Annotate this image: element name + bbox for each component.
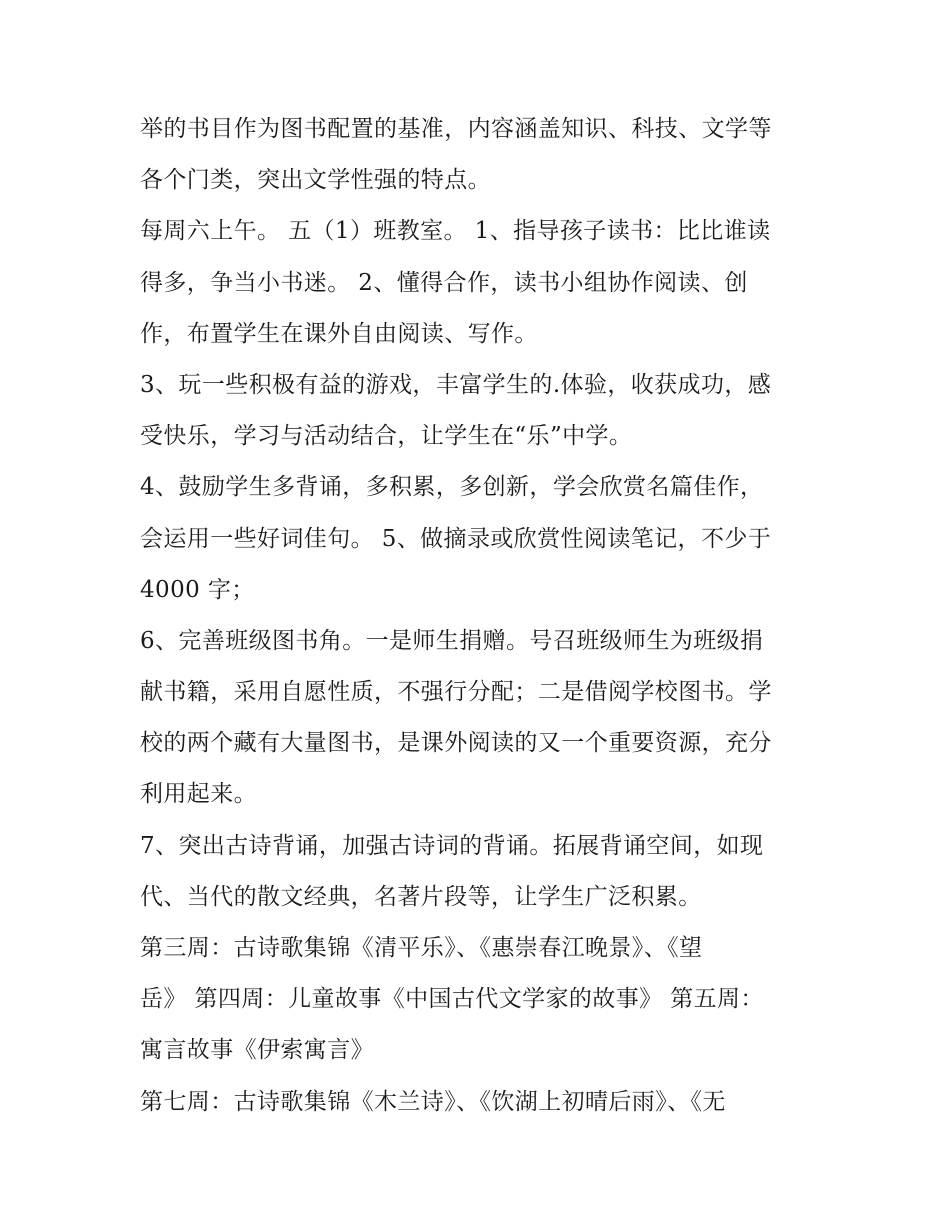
paragraph-schedule [140, 206, 820, 360]
text-line: 4、鼓励学生多背诵，多积累，多创新，学会欣赏名篇佳作， [140, 474, 764, 501]
paragraph-item-4 [140, 462, 820, 616]
text-line: 寓言故事《伊索寓言》 [140, 1037, 374, 1064]
text-line: 每周六上午。 五（1）班教室。 1、指导孩子读书：比比谁读 [140, 218, 771, 245]
text-line: 得多，争当小书迷。 2、懂得合作，读书小组协作阅读、创 [140, 269, 748, 296]
text-line: 代、当代的散文经典，名著片段等，让学生广泛积累。 [140, 883, 702, 910]
text-line: 第三周：古诗歌集锦《清平乐》、《惠崇春江晚景》、《望 [140, 935, 703, 961]
text-line: 会运用一些好词佳句。 5、做摘录或欣赏性阅读笔记，不少于 [140, 525, 772, 552]
text-line: 举的书目作为图书配置的基准，内容涵盖知识、科技、文学等 [140, 116, 772, 142]
text-line: 各个门类，突出文学性强的特点。 [140, 167, 491, 194]
text-line: 7、突出古诗背诵，加强古诗词的背诵。拓展背诵空间，如现 [140, 832, 764, 859]
document-body [140, 104, 820, 1128]
text-line: 3、玩一些积极有益的游戏，丰富学生的.体验，收获成功，感 [140, 371, 772, 398]
text-line: 校的两个藏有大量图书，是课外阅读的又一个重要资源，充分 [140, 730, 772, 757]
text-line: 第七周：古诗歌集锦《木兰诗》、《饮湖上初晴后雨》、《无 [140, 1088, 726, 1115]
paragraph-item-3 [140, 360, 820, 462]
text-line: 献书籍，采用自愿性质，不强行分配；二是借阅学校图书。学 [140, 679, 772, 706]
paragraph-week-3 [140, 923, 820, 1077]
text-line: 受快乐，学习与活动结合，让学生在“乐”中学。 [140, 423, 633, 450]
text-line: 作，布置学生在课外自由阅读、写作。 [140, 320, 538, 347]
paragraph-item-7 [140, 821, 820, 923]
text-line: 岳》 第四周：儿童故事《中国古代文学家的故事》 第五周： [140, 986, 764, 1013]
text-line: 利用起来。 [140, 781, 257, 808]
paragraph-book-selection [140, 104, 820, 206]
text-line: 6、完善班级图书角。一是师生捐赠。号召班级师生为班级捐 [140, 627, 764, 654]
paragraph-item-6 [140, 616, 820, 821]
text-line: 4000 字； [140, 576, 255, 603]
paragraph-week-7 [140, 1077, 820, 1128]
